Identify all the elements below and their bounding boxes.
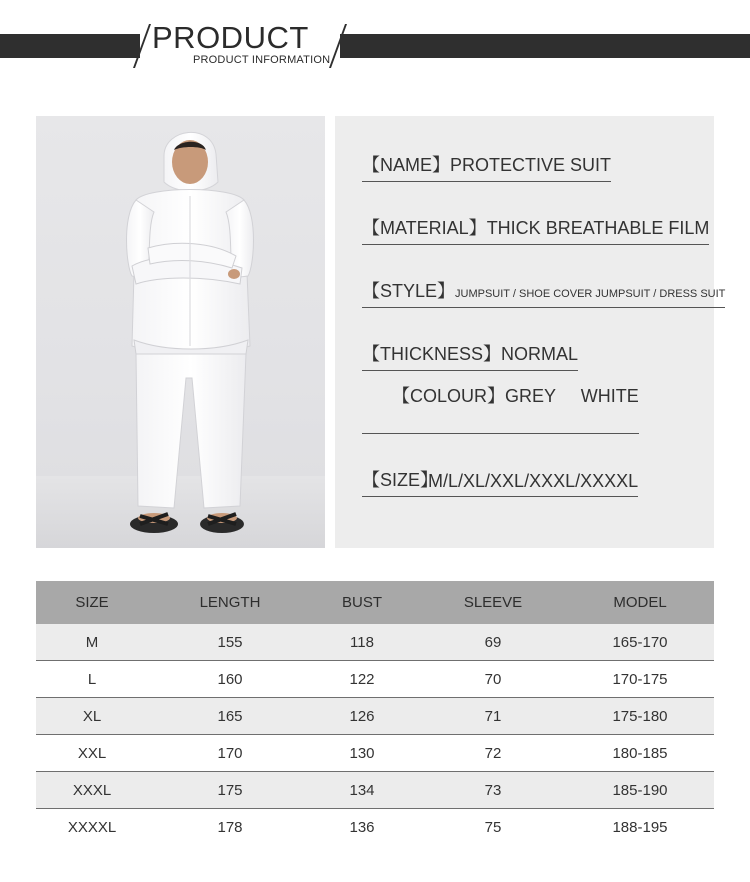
page-subtitle: PRODUCT INFORMATION xyxy=(193,54,331,66)
cell-length: 170 xyxy=(217,744,243,762)
product-photo xyxy=(36,116,325,548)
cell-bust: 122 xyxy=(349,670,375,688)
header-banner xyxy=(0,0,750,80)
info-row-size xyxy=(362,467,638,497)
cell-length: 160 xyxy=(217,670,243,688)
table-row xyxy=(36,624,714,661)
material-value: THICK BREATHABLE FILM xyxy=(486,218,710,238)
thickness-key: 【THICKNESS】 xyxy=(362,344,502,364)
table-header-row xyxy=(36,581,714,624)
cell-length: 178 xyxy=(217,818,243,836)
table-row xyxy=(36,661,714,698)
banner-bar-left xyxy=(0,34,140,58)
cell-bust: 136 xyxy=(349,818,375,836)
info-row-name xyxy=(362,152,611,182)
size-key: 【SIZE】 xyxy=(362,466,438,497)
product-info-panel xyxy=(335,116,726,548)
cell-bust: 118 xyxy=(350,633,374,651)
cell-sleeve: 72 xyxy=(484,744,502,762)
cell-size: XL xyxy=(82,707,102,725)
cell-bust: 126 xyxy=(349,707,375,725)
cell-sleeve: 75 xyxy=(484,818,502,836)
cell-size: L xyxy=(87,670,97,688)
cell-sleeve: 73 xyxy=(484,781,502,799)
info-row-material xyxy=(362,215,709,245)
colour-value: GREY WHITE xyxy=(505,386,639,406)
cell-length: 165 xyxy=(217,707,243,725)
style-value: JUMPSUIT / SHOE COVER JUMPSUIT / DRESS SUIT xyxy=(455,288,726,300)
info-row-style xyxy=(362,278,725,308)
banner-bar-right xyxy=(340,34,750,58)
cell-model: 170-175 xyxy=(612,670,668,688)
cell-length: 175 xyxy=(217,781,243,799)
header-bust: BUST xyxy=(341,594,382,611)
name-value: PROTECTIVE SUIT xyxy=(450,155,612,175)
header-model: MODEL xyxy=(613,594,667,611)
size-value: M/L/XL/XXL/XXXL/XXXXL xyxy=(410,471,638,497)
cell-model: 165-170 xyxy=(612,633,668,651)
cell-size: M xyxy=(85,633,99,651)
cell-model: 185-190 xyxy=(612,781,668,799)
thickness-value: NORMAL xyxy=(501,344,579,364)
cell-sleeve: 69 xyxy=(484,633,502,651)
material-key: 【MATERIAL】 xyxy=(362,218,487,238)
style-key: 【STYLE】 xyxy=(362,281,456,301)
protective-suit-illustration xyxy=(36,116,325,548)
cell-size: XXXXL xyxy=(67,818,117,836)
cell-size: XXL xyxy=(77,744,107,762)
header-length: LENGTH xyxy=(199,594,261,611)
page-title: PRODUCT xyxy=(152,20,309,55)
colour-key: 【COLOUR】 xyxy=(392,386,506,406)
cell-model: 188-195 xyxy=(612,818,668,836)
cell-length: 155 xyxy=(217,633,243,651)
size-chart-table xyxy=(36,581,714,845)
header-size: SIZE xyxy=(75,594,109,611)
cell-sleeve: 70 xyxy=(484,670,502,688)
header-sleeve: SLEEVE xyxy=(463,594,523,611)
cell-sleeve: 71 xyxy=(484,707,502,725)
table-row xyxy=(36,735,714,772)
table-row xyxy=(36,698,714,735)
cell-size: XXXL xyxy=(72,781,112,799)
cell-bust: 130 xyxy=(349,744,375,762)
cell-bust: 134 xyxy=(349,781,375,799)
cell-model: 180-185 xyxy=(612,744,668,762)
info-row-colour xyxy=(362,386,639,434)
table-row xyxy=(36,809,714,845)
table-row xyxy=(36,772,714,809)
cell-model: 175-180 xyxy=(612,707,668,725)
name-key: 【NAME】 xyxy=(362,155,451,175)
